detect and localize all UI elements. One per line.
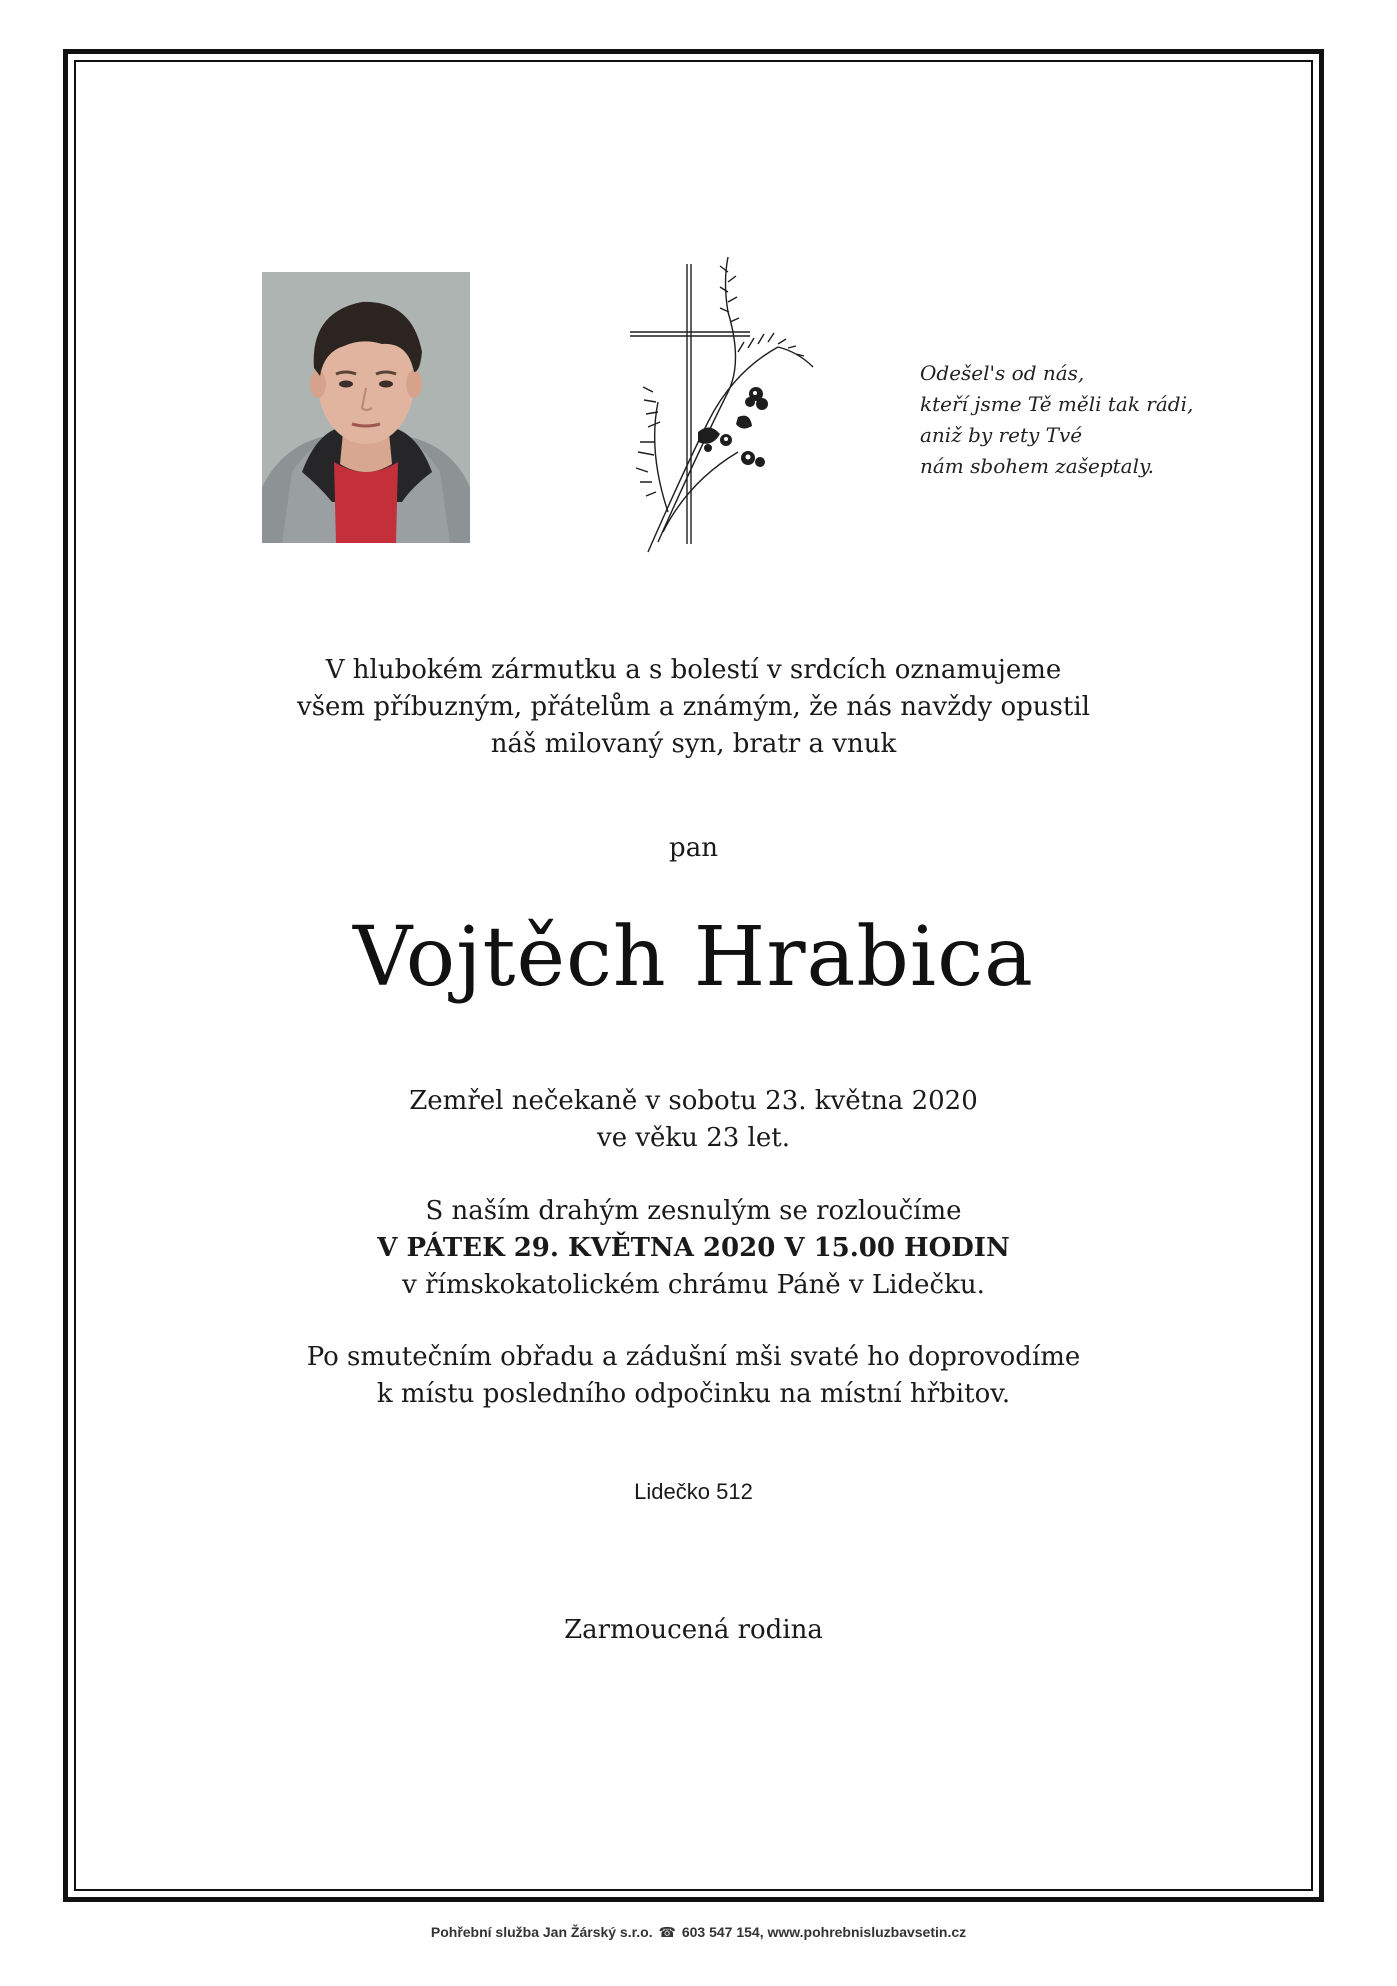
honorific: pan [669,833,718,863]
ceremony-location: v římskokatolickém chrámu Páně v Lidečku. [402,1270,985,1300]
portrait-photo [262,272,470,543]
deceased-name: Vojtěch Hrabica [353,910,1034,1005]
poem-line: nám sbohem zašeptaly. [920,454,1154,478]
burial-info [74,1339,1313,1413]
burial-line: Po smutečním obřadu a zádušní mši svaté ho doprovodíme [306,1342,1081,1372]
ceremony-line: S naším drahým zesnulým se rozloučíme [425,1196,962,1226]
footer-phone: 603 547 154, [681,1924,764,1940]
death-line: ve věku 23 let. [597,1123,790,1153]
announcement-line: náš milovaný syn, bratr a vnuk [490,729,897,759]
poem-line: kteří jsme Tě měli tak rádi, [920,392,1194,416]
poem-line: Odešel's od nás, [920,361,1085,385]
announcement-text [74,652,1313,763]
death-info [74,1083,1313,1157]
phone-icon: ☎ [658,1924,676,1940]
footer-website[interactable]: www.pohrebnisluzbavsetin.cz [767,1924,967,1940]
ceremony-date: V PÁTEK 29. KVĚTNA 2020 V 15.00 HODIN [377,1233,1010,1263]
death-line: Zemřel nečekaně v sobotu 23. května 2020 [409,1086,978,1116]
signature-family: Zarmoucená rodina [564,1615,823,1645]
announcement-line: V hlubokém zármutku a s bolestí v srdcích oznamujeme [325,655,1062,685]
poem-verse [920,358,1250,482]
address: Lidečko 512 [634,1479,753,1504]
burial-line: k místu posledního odpočinku na místní hřbitov. [376,1379,1011,1409]
footer-company: Pohřební služba Jan Žárský s.r.o. [430,1924,653,1940]
poem-line: aniž by rety Tvé [920,423,1083,447]
footer-credit [0,1924,1397,1941]
cross-with-flowers-illustration [628,252,818,562]
ceremony-info [74,1193,1313,1304]
announcement-line: všem příbuzným, přátelům a známým, že nás navždy opustil [297,692,1090,722]
